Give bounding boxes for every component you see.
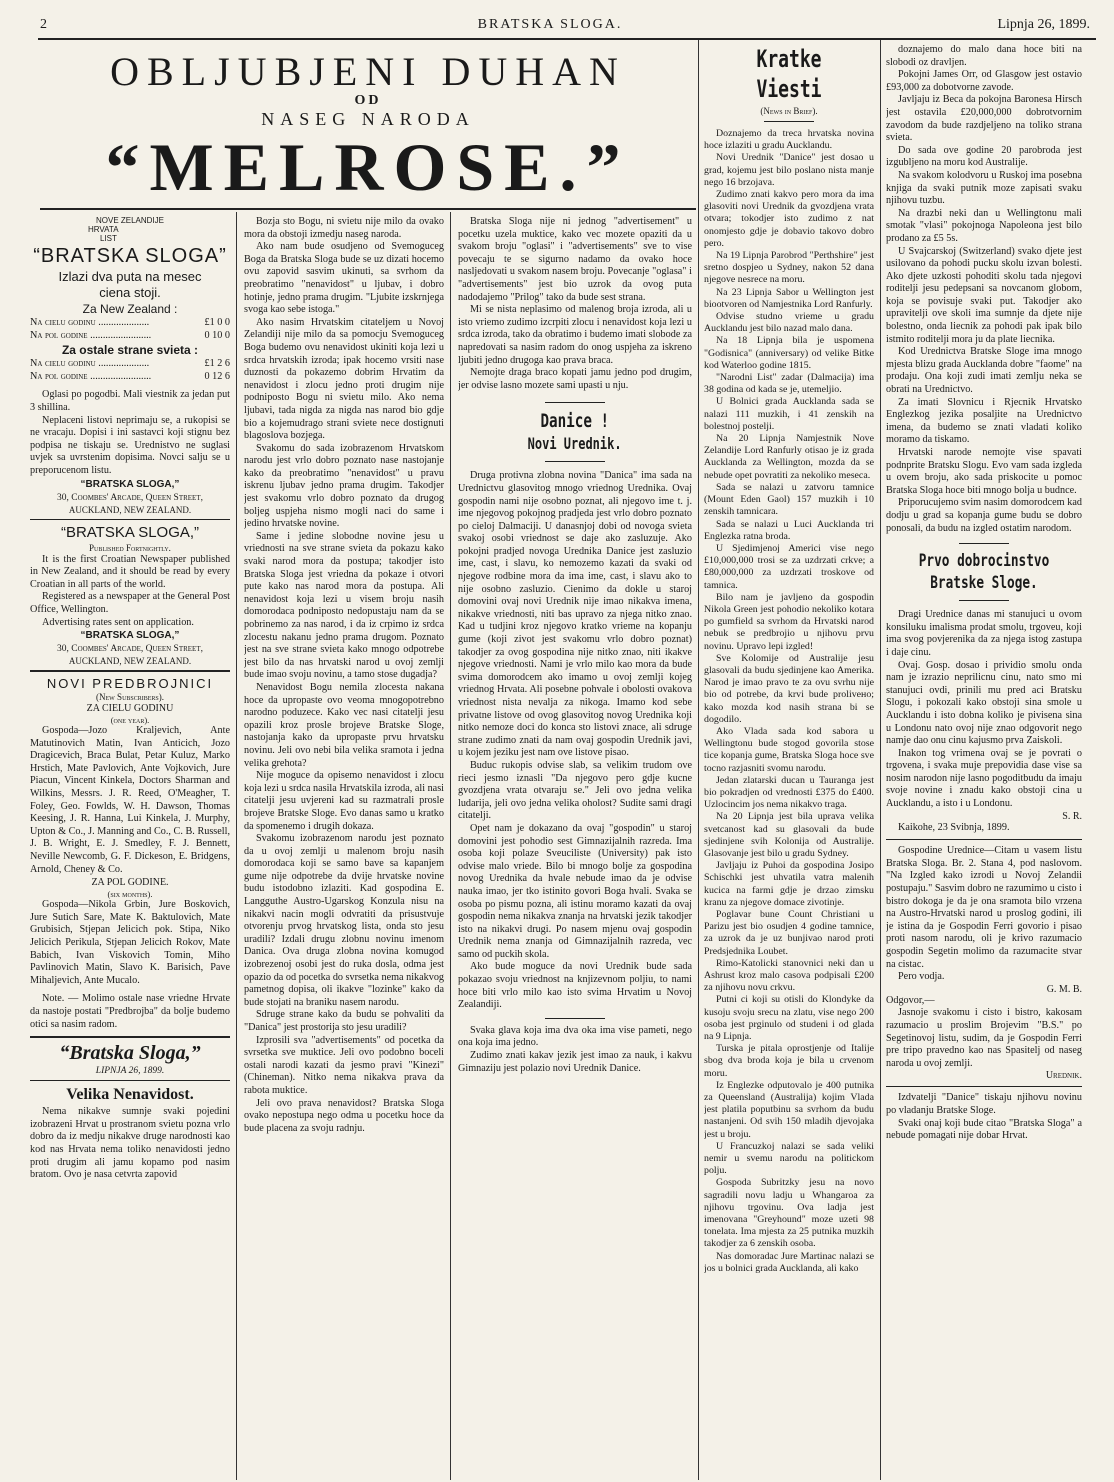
paragraph: Same i jedine slobodne novine jesu u vriednosti na sve strane svieta da pokazu kako svaki narod mora da postupa; takodjer isto Bratska Sloga jest vriedna da pokaze i otvori pute kako nas narod mora da postupa. Ali nenavidost koja lezi u visem broju nasih domorodaca podniposto nedopustaju nam da se pobrinemo za nas narod, i da iz crpimo iz srdca zlocestu nakanu jedno prama drugom. Poznato jest na sve strane svieta kako mnogo odpotrebe jest bilo da nas hrvatski narod u ovoj zemlji bude imao svoju novinu, a tamo stose dugadja? — [244, 530, 444, 681]
paragraph: Nije moguce da opisemo nenavidost i zlocu koja lezi u srdca nasila Hrvatskila izroda, ali nasi citatelji jesu uvjereni kad su razmatrali prosle brojeve Bratske Sloge. Evo danas samo u kratko da spomenemo i drugih dokaza. — [244, 770, 444, 832]
english-subtitle: Published Fortnightly. — [89, 542, 171, 553]
english-text: Registered as a newspaper at the General Post Office, Wellington. — [30, 591, 230, 615]
news-item: doznajemo do malo dana hoce biti na slobodi oz dravljen. — [886, 44, 1082, 68]
address-city: AUCKLAND, NEW ZEALAND. — [68, 656, 192, 667]
news-item: Odvise studno vrieme u gradu Aucklandu jest bilo nazad malo dana. — [704, 311, 874, 335]
news-item: Gospoda Subritzky jesu na novo sagradili novu ladju u Whangaroa za njihovu trgovinu. Ova ladja jest imenovana "Greyhound" moze uzeti 98 tonelata. Ima mjesta za 25 putnika muzkih takodjer za 6 zenskih osoba. — [704, 1177, 874, 1250]
column-4 — [704, 44, 874, 1482]
paragraph: Dragi Urednice danas mi stanujuci u ovom konsiluku imalisma prodat smolu, trgoveu, koji ima svog povjerenika da za njega istog zastupa i daje cinu. — [886, 609, 1082, 658]
paragraph: Sdruge strane kako da budu se pohvaliti da "Danica" jest prostorija sto jesu uradili? — [244, 1009, 444, 1033]
masthead-tag-1: NOVE ZELANDIJE — [95, 216, 164, 225]
column-3 — [458, 216, 692, 1482]
charity-place: Kaikohe, 23 Svibnja, 1899. — [898, 821, 1010, 833]
english-title: “BRATSKA SLOGA,” — [60, 523, 200, 541]
news-item: Hrvatski narode nemojte vise spavati podnprite Bratsku Slogu. Evo vam sada izgleda u ovem broju, ako sada priskocite u pomoc Bratska Sloga hoce biti mnogo bolja u budnce. — [886, 447, 1082, 496]
news-item: Na 20 Lipnja Namjestnik Nove Zelandije Lord Ranfurly otisao je iz grada Aucklanda za Wellington, mozda da se nebude opet povratiti za nekoliko meseca. — [704, 433, 874, 481]
news-item: Na svakom kolodvoru u Ruskoj ima posebna knjiga da svaki putnik moze zapisati svaku njihovu tuzbu. — [886, 169, 1082, 207]
news-item: Sve Kolomije od Australije jesu glasovali da budu sjedinjene kao Amerika. Narod je imao pravo te za ovu svrhu nije bio od potrebe, da krvi bude prolivено; kako mozda kod nasih strana bi se dogodilo. — [704, 652, 874, 725]
ad-rates-text: Oglasi po pogodbi. Mali viestnik za jedan put 3 shillina. — [30, 389, 230, 413]
paragraph: Ako nasim Hrvatskim citateljem u Novoj Zelandiji nije milo da sa pomocju Svemoguceg Boga budemo ovu nenavidost ukiniti koja lezi u srdca hrvatskih izroda; ipak hocemo vrsiti nase duznosti da pokazemo dobrim Hrvatim da nenavidost i zlocu jedno proti drugim nije podniposto Bogu ni svietu milo. Ako nema ljubavi, tada nigda za nigda nas narod bio gdje bio a kojemudrago strani sviete nece dostignuti blagoslova bozjega. — [244, 316, 444, 442]
year-sub: (one year). — [110, 715, 150, 726]
paragraph: Buduc rukopis odvise slab, sa velikim trudom ove rieci jesmo iznasli "Da njegovo pero gdje kucne gvozdjena vrata otvaraju se." Jeli ovo jedna velika ludarija, jeli ovo jedna velika oholost? Sudite sami dragi citatelji. — [458, 759, 692, 822]
ad-line-2: OD — [354, 93, 382, 108]
news-item: Priporucujemo svim nasim domorodcem kad dodju u grad sa kopanja gume budu se dobro ponosali, da budu na izgled ostatim narodom. — [886, 497, 1082, 534]
news-item: Bilo nam je javljeno da gospodin Nikola Green jest pohodio nekoliko kotara po gumfield sa svrhom da Hrvatski narod nebuk se predbrojio u njihovu prvu novinu. Upravo lepi izgled! — [704, 591, 874, 652]
paragraph: Nenavidost Bogu nemila zlocesta nakana hoce da upropaste ovo veoma mnogopotrebno narodno poduzece. Kako vec nasi citatelji jesu opazili kroz prosle brojeve Bratske Sloge, nastojanja kako da upropaste prvu hrvatsku novinu. Jeli ovo nebi bila velika sramota i jedna velika grehota? — [244, 681, 444, 769]
ad-rule — [40, 208, 696, 210]
charity-title: Prvo dobrocinstvo Bratske Sloge. — [918, 551, 1050, 594]
english-text: It is the first Croatian Newspaper published in New Zealand, and it should be read by every Croatian in all parts of the world. — [30, 553, 230, 590]
paragraph: Izdvatelji "Danice" tiskaju njihovu novinu po vladanju Bratske Sloge. — [886, 1092, 1082, 1116]
paper-title: “BRATSKA SLOGA” — [33, 245, 227, 267]
news-item: U Svajcarskoj (Switzerland) svako djete jest usilovano da pohodi pucku skolu izvan bolesti. Ako djete uzkosti pohoditi skolu tada njegovi roditelji jesu pedepsani sa novcanom globom, koja se povisuje svaki put. Takodjer ako upravitelji ove skoli ima sumnje da djete nije bolestno, onda liecnik za pohodi pak ipak bilo istmito roditelji mora ju da plate liecnika. — [886, 245, 1082, 345]
column-rule — [880, 40, 881, 1480]
half-head: ZA POL GODINE. — [91, 877, 169, 889]
half-sub: (six months). — [107, 889, 153, 900]
masthead-tag-2: HRVATA — [88, 225, 119, 234]
page-number: 2 — [40, 17, 47, 32]
editorial-masthead: “Bratska Sloga,” — [59, 1042, 201, 1065]
news-item: "Narodni List" zadar (Dalmacija) ima 38 godina od kada se je, utemeljio. — [704, 372, 874, 396]
nz-rates-head: Za New Zealand : — [82, 302, 178, 316]
paragraph: Nemojte draga braco kopati jamu jedno pod drugim, jer odvise lasno mozete sami upasti u nju. — [458, 367, 692, 391]
news-item: Na drazbi neki dan u Wellingtonu mali smotak "vlasi" pokojnoga Napoleona jest bilo prodano za £5 5s. — [886, 207, 1082, 244]
paragraph: Ako nam bude osudjeno od Svemoguceg Boga da Bratska Sloga bude se uz dizati hocemo ovu zapovid sasvim ukinuti, sa svrhom da preobratimo "nenavidost" u ljubav, i dobro hotinje, jedno prama drugim. "Ljubite izskrnjega svoga kao sebe istoga." — [244, 241, 444, 316]
reply-text: Jasnoje svakomu i cisto i bistro, kakosam razumacio u proslim Brojevim "B.S." po Segetinovoj listu, sudim, da je Gospodin Ferri pre tripo pravedno kao nas Spasitelj od naseg naroda u ovoj zemlji. — [886, 1007, 1082, 1069]
paragraph: Svaki onaj koji bude citao "Bratska Sloga" a nebude pomagati nije dobar Hrvat. — [886, 1117, 1082, 1142]
charity-signature: S. R. — [1062, 810, 1082, 822]
note-text: Note. — Molimo ostale nase vriedne Hrvate da nastoje postati "Predbrojba" da bolje budemo otici sa nasim radom. — [30, 993, 230, 1030]
paragraph: Svakomu do sada izobrazenom Hrvatskom narodu jest vrlo dobro poznato nase nastojanje kako da preobratimo "nenavidost" u pravu iskrenu ljubav jedno prama drugim. Takodjer jest svakomu vrlo dobro poznato da drugog boljeg uspjeha nismo mogli naci do same i jedino hrvatske novine. — [244, 442, 444, 530]
rate-row: Na cielu godinu .................... £1 0 0 — [30, 317, 230, 328]
column-rule — [450, 212, 451, 1480]
paragraph: Pero vodja. — [898, 971, 945, 983]
paragraph: Ako bude moguce da novi Urednik bude sada pokazao svoju vriednost na knjizevnom poljiu, to nami hoce biti vrlo milo kao isto svima Hrvatim u Novoj Zealandiji. — [458, 961, 692, 1011]
ad-line-1: OBLJUBJENI DUHAN — [110, 50, 626, 94]
other-rates — [30, 358, 230, 383]
news-item: Turska je pitala oprostjenje od Italije sbog dva broda koja je bila u crvenom moru. — [704, 1043, 874, 1079]
paragraph: Zudimo znati kakav jezik jest imao za nauk, i kakvu Gimnaziju jest polazio novi Urednik Danice. — [458, 1050, 692, 1074]
news-item: Javljaju iz Puhoi da gospodina Josipo Schischki jest uhvatila vatra malenih kucica na farmi gdje je drzao zimsku kranu za njegove domace zivotinje. — [704, 860, 874, 908]
letter-signature: G. M. B. — [1046, 983, 1082, 995]
news-item: Iz Englezke odputovalo je 400 putnika za Queensland (Australija) kojim Vlada jest platila poputbinu sa svrhom da budu nastanjeni. Od svih 150 mladih djevojaka jest u broju. — [704, 1079, 874, 1140]
english-text: Advertising rates sent on application. — [42, 616, 194, 628]
nz-rates — [30, 317, 230, 342]
half-subscribers: Gospoda—Nikola Grbin, Jure Boskovich, Jure Sutich Sare, Mate K. Baktulovich, Mate Grubisich, Stjepan Jelicich pok. Stipa, Niko Jelicich Perikula, Stjepan Jelicich Rokov, Mate Babich, Ivan Viskovich Tomin, Miho Pavlinovich Matin, Slavo K. Barisich, Pave Mihaljevich, Ante Mucalo. — [30, 899, 230, 986]
news-item: Novi Urednik "Danice" jest dosao u grad, kojemu jest bilo poslano nista manje nego 16 brzojava. — [704, 152, 874, 188]
header-rule — [38, 38, 1096, 40]
price-line: ciena stoji. — [99, 285, 161, 300]
news-item: Sada se nalazi u Luci Aucklanda tri Englezka ratna broda. — [704, 518, 874, 542]
reply-signature: Urednik. — [1045, 1070, 1082, 1082]
paragraph: Bozja sto Bogu, ni svietu nije milo da ovako mora da obstoji izmedju naseg naroda. — [244, 216, 444, 240]
danice-title: Danice ! — [540, 410, 610, 433]
frequency-line: Izlazi dva puta na mesec — [58, 269, 202, 284]
paragraph: Bratska Sloga nije ni jednog "advertisement" u pocetku uzela muktice, kako vec mozete opaziti da u svakom broju "oglasi" i "advertisements" sve to vise povecaju te se sigurno nadamo da ovako hoce nasljedovati u svakom nasem broju. Povecanje "oglasa" i "advertisements" jest bio uzrok da ovog puta nadodajemo "Prilog" tako da bude sest strana. — [458, 216, 692, 303]
news-item: Putni ci koji su otisli do Klondyke da kusoju svoju srecu na zlatu, vise nego 200 osoba jest prginulo od studeni i od glada na 9 Lipnja. — [704, 994, 874, 1043]
news-brief-title: Kratke Viesti — [756, 45, 822, 103]
address-name: “BRATSKA SLOGA,” — [80, 630, 180, 642]
rate-row: Na pol godine ........................ 0 12 6 — [30, 370, 230, 382]
news-item: Pokojni James Orr, od Glasgow jest ostavio £93,000 za dobotvorne zavode. — [886, 69, 1082, 93]
ad-brand: “MELROSE.” — [105, 129, 631, 205]
paragraph: Druga protivna zlobna novina "Danica" ima sada na Urednictvu glasovitog mnogo vriednog Urednika. Ovaj gospodin nami nije osobno poznat, ali njegovo ime t. j. ime njegovog pokojnog pradjeda jest vrlo dobro poznato po cieloj Dalmaciji. U danasnjoj dobi od novoga svieta svakoj osobi vriednost se daje ako zasluzuje. Ako pokojni pradjed novoga Urednika Danice jest zasluzio ime, cast, i slavu, ko nemozemo kazati da svaki od njegove rodbine mora da ima ime, cast, i slavu ako to nije osobno zasluzio. Cienimo da dokle u staroj domovini ovaj novi Urednik nije imao nikakva imena, nikakve vriednosti, niti bas upravo za njega nitko znao. Kad u tudjini kroz njegovo kratko vrieme na kopanju gume (koji zivot jest svakomu vrlo dobro poznat) takodjer za ovog gospodina nije nitko znao, niti ikakve njegove vriednosti. Nami je vrlo milo kao mora da bude svima domorodcem ako imamo u ovoj zemlji kojeg vriednog Hrvata. Ali posebne pohvale i obolosti ovakova vriednost nista nevalja za nikoga. Imamo kod sebe privatne listove od ovog glasovitog novog Urednika koji nitko nemoze doci do konca sto listovi znace, ali sdruge strane zudimo znati da nam ovaj gospodin Urednik javi, u kojem jeziku jest nam ove listove pisao. — [458, 470, 692, 759]
danice-subtitle: Novi Urednik. — [528, 434, 622, 454]
masthead: BRATSKA SLOGA. — [477, 17, 623, 32]
ad-line-3: NASEG NARODA — [261, 109, 475, 129]
rate-row: Na cielu godinu .................... £1 2 6 — [30, 358, 230, 370]
paragraph: Svakomu izobrazenom narodu jest poznato da u ovoj zemlji u malenom broju nasih domorodaca koji se samo bave sa kapanjem gume nije odpotrebe da dvije hrvatske novine budu istodobno izlaziti. Kad gospodina E. Langguthe Austro-Ugarskog Konzula nisu na nikakvi nacin mogli odvratiti da prisustvuje otvorenju prvog hrvatskog lista, onda sto jesu uradili? Izdali drugu zlobnu novinu imenom Danica. Ova druga zlobna novina komugod izobrezenoj osobi jest do ruka dosla, odma jest opazio da od pocetka do svrsetka nema nikakvog pametnog dopisa, oli ikakve "lozinke" kako da bude stojati na braniku nasem narodu. — [244, 833, 444, 1008]
news-item: U Francuzkoj nalazi se sada veliki nemir u svemu narodu na politickom polju. — [704, 1140, 874, 1177]
reply-head: Odgovor,— — [886, 994, 935, 1006]
news-item: Na 20 Lipnja jest bila uprava velika svetcanost kad su glasovali da bude sjedinjene svih Kolonija od Australije. Glasovanje jest bilo u gradu Sydney. — [704, 811, 874, 859]
paragraph: Gospodine Urednice—Citam u vasem listu Bratska Sloga. Br. 2. Stana 4, pod naslovom. "Na Izgled kako izrodi u Novoj Zelandii postupaju." Sasvim dobro ne razumimo u cisto i bistro dokoga je da je ona sramota bilo vrzena na Austro-Hrvatski narod u proslog godini, ili je istina da je Gospodin Ferri govorio i pisao proti nasom narodu, oli je krivo razumacio gospodin Segetin molimo da razumacite stvar na cistac. — [886, 845, 1082, 970]
masthead-tag-3: LIST — [100, 234, 117, 243]
news-item: Sada se nalazi u zatvoru tamnice (Mount Eden Gaol) 157 muzkih i 10 zenskih tamnicara. — [704, 481, 874, 518]
paragraph: Mi se nista neplasimo od malenog broja izroda, ali u isto vriemo zudimo izcrpiti zlocu i nenavidost koja lezi u srdca izroda, tako da obratimo i budemo imati slobode za napredovati sa nasim radom do onog uspjeha za iskreno ljubiti jedno drugoga kao prava braca. — [458, 304, 692, 366]
other-rates-head: Za ostale strane svieta : — [61, 343, 199, 358]
subscribers-subtitle: (New Subscribers). — [95, 692, 164, 703]
column-1 — [30, 216, 230, 1482]
address-street: 30, Coombes' Arcade, Queen Street, — [57, 492, 203, 503]
policy-text: Neplaceni listovi neprimaju se, a rukopisi se ne vracaju. Dopisi i ini sastavci koji stignu bez podpisa ne tiskaju se. Urednistvo ne suglasi uvjek sa uvrstenim dopisima. Novci salju se u preporucenom listu. — [30, 414, 230, 476]
subscribers-title: NOVI PREDBROJNICI — [46, 676, 214, 692]
article-title: Velika Nenavidost. — [66, 1086, 194, 1104]
paragraph: Inakon tog vrimena ovaj se je povrati o trgovena, i svaka muje prepovidia dase vise sa nosim narodon nije lasno pogoditbudu da imaju svoje novine i znadu kako obstoji cina u Aucklandu, a isto i u Londonu. — [886, 747, 1082, 810]
news-item: Kod Urednictva Bratske Sloge ima mnogo mjesta blizu grada Aucklanda dobre "faome" na prodaju. Ona koji zudi imati zemlju neka se obrati na Urednictvo. — [886, 346, 1082, 396]
news-item: Javljaju iz Beca da pokojna Baronesa Hirsch jest ostavila £20,000,000 dobrotvornim zavodom da bude razdjeljeno na toliko strana svieta. — [886, 94, 1082, 144]
news-brief-subtitle: (News in Brief). — [760, 106, 818, 116]
news-item: Do sada ove godine 20 parobroda jest izgubljeno na moru kod Australije. — [886, 144, 1082, 169]
issue-date: Lipnja 26, 1899. — [997, 17, 1090, 32]
rate-row: Na pol godine ........................ 0 10 0 — [30, 329, 230, 341]
news-item: U Bolnici grada Aucklanda sada se nalazi 111 muzkih, i 41 zenskih na bolestnoj postelji. — [704, 396, 874, 432]
address-street: 30, Coombes' Arcade, Queen Street, — [57, 644, 203, 655]
news-item: Na 18 Lipnja bila je uspomena "Godisnica" (anniversary) od velike Bitke kod Waterloo godine 1815. — [704, 335, 874, 371]
column-rule — [698, 40, 699, 1480]
paragraph: Svaka glava koja ima dva oka ima vise pameti, nego ona koja ima jedno. — [458, 1024, 692, 1049]
news-item: Za imati Slovnicu i Rjecnik Hrvatsko Englezkog jezika posaljite na Urednictvo imena, da budemo se znati vladati koliko moramo da tiskamo. — [886, 396, 1082, 446]
news-item: Zudimo znati kakvo pero mora da ima glasoviti novi Urednik da gvozdjena vrata otvara; tokodjer isto zudimo z nat onomjesto gdje je dobavio takovo dobro pero. — [704, 189, 874, 249]
address-name: “BRATSKA SLOGA,” — [80, 478, 180, 490]
melrose-advertisement — [40, 50, 696, 210]
news-item: U Sjedimjenoj Americi vise nego £10,000,000 trosi se za uzdrzati crkve; a £80,000,000 za uzdrzati troskove od tamnica. — [704, 542, 874, 591]
news-item: Na 19 Lipnja Parobrod "Perthshire" jest sretno dospjeo u Sydney, nakon 52 dana njegove nesrece na moru. — [704, 250, 874, 286]
paragraph: Opet nam je dokazano da ovaj "gospodin" u staroj domovini jest pohodio sest Gimnazijalnih razreda. Ima osoba koji polaze Sveuciliste (University) pak isto odvise malo vriede. Bilo bi mnogo bolje za gospodina novog Urednika da hvale nebude imao da je odvise nauka imao, jer tko istinito govori Boga hvali. Svaka se osoba po pismu pozna, ali istinu moramo kazati da ovaj gospodin nema nikakva znanja na hrvatski jezik takodjer isto na nikakvi drugi. Po nasem mjenu ovaj gospodin Urednik nema znanja od Gimnazijalnih razreda, vec samo od puckih skola. — [458, 822, 692, 960]
news-item: Doznajemo da treca hrvatska novina hoce izlaziti u gradu Aucklandu. — [704, 128, 874, 152]
news-item: Ako Vlada sada kod sabora u Wellingtonu bude stogod govorila stose tice kopanja gume, Bratska Sloga hoce sve tocno razjasniti svomu narodu. — [704, 725, 874, 774]
year-subscribers: Gospoda—Jozo Kraljevich, Ante Matutinovich Matin, Ivan Anticich, Jozo Dragicevich, Braca Bulat, Petar Kuluz, Marko Hrstich, Mate Pavlovich, Ante Vojkovich, Jure Piacun, Vincent Kinkela, Doctors Sharman and Wilkins, Messrs. J. R. Reed, O'Meagher, T. Foley, Geo. Fowlds, W. H. Dawson, Thomas Keesing, J. R. Hanna, Lui Kinkela, J. Murphy, Upton & Co., J. Manning and Co., C. B. Russell, J. B. Wright, E. J. Smedley, F. J. Bennett, Neville Newcomb, G. F. Dickeson, E. Bridgens, Arnold, Cheney & Co. — [30, 725, 230, 875]
news-item: Na 23 Lipnja Sabor u Wellington jest biootvoren od Namjestnika Lord Ranfurly. — [704, 286, 874, 310]
news-item: Nas domoradac Jure Martinac nalazi se jos u bolnici grada Aucklanda, ali kako — [704, 1250, 874, 1274]
paragraph: Ovaj. Gosp. dosao i prividio smolu onda nam je izrazio nepriliсnu cinu, nato smo mi stanujuci ovdi, prinili mu pred aci Bratsku Slogu, i pokozali kako obstoji sina smole u Aucklandu i isto dobna koliko je pivisena sina u Londonu nato ovoj nije znao odgovorit nego namje dao onu cinu kajusmo prva Zaiskoli. — [886, 659, 1082, 747]
article-text: Nema nikakve sumnje svaki pojedini izobrazeni Hrvat u prostranom svietu pozna vrlo dobro da iz medju nikakve druge narodnosti kao kod nas Hrvata nema toliko nenavidosti jedno proti drugim ali jamu kopamo pod nasim bratom. Ovo je nasa cetvrta zapovid — [30, 1106, 230, 1181]
column-5 — [886, 44, 1082, 1482]
column-rule — [236, 212, 237, 1480]
editorial-date: LIPNJA 26, 1899. — [95, 1066, 165, 1077]
news-item: Rimo-Katolicki stanovnici neki dan u Ashrust kroz malo casova podpisali £200 za njihovu novu crkvu. — [704, 957, 874, 994]
column-2 — [244, 216, 444, 1482]
news-item: Jedan zlatarski ducan u Tauranga jest bio pokradjen od vrednosti £375 do £400. Uzlocincim jos nema nikakvo traga. — [704, 774, 874, 811]
address-city: AUCKLAND, NEW ZEALAND. — [68, 504, 192, 515]
news-item: Poglavar bune Count Christiani u Parizu jest bio osudjen 4 godine tamnice, za uzrok da je uz bunjivao narod proti Predsjednika Loubet. — [704, 909, 874, 957]
year-head: ZA CIELU GODINU — [86, 703, 174, 715]
paragraph: Izprosili sva "advertisements" od pocetka da svrsetka sve muktice. Jeli ovo podobno boceli ostali narodi kazati da jesmo pravi "Kinezi" (Chineman). Nitko nema nikakva prava da rabota muktice. — [244, 1034, 444, 1096]
paragraph: Jeli ovo prava nenavidost? Bratska Sloga ovako nepostupa nego odma u pocetku hoce da bude placena za svoju radnju. — [244, 1097, 444, 1134]
